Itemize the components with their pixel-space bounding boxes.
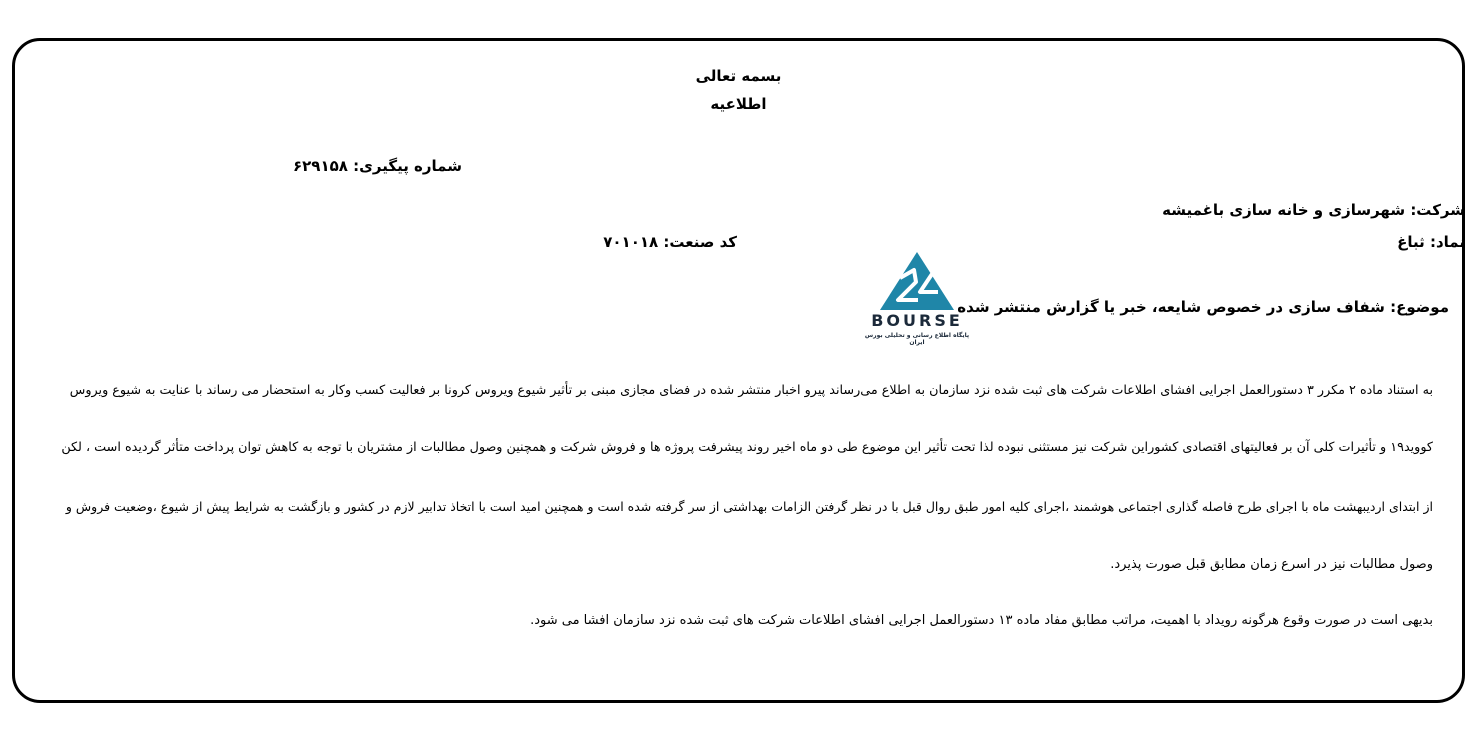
industry-value: ۷۰۱۰۱۸ xyxy=(603,233,659,251)
symbol-label: نماد: xyxy=(1429,233,1465,251)
industry-label: کد صنعت: xyxy=(663,233,737,251)
body-line-1: به استناد ماده ۲ مکرر ۳ دستورالعمل اجرایی افشای اطلاعات شرکت های ثبت شده نزد سازمان به اطلاع می‌رساند پیرو اخبار منتشر شده در فضای مجازی مبنی بر تأثیر شیوع ویروس کرونا بر فعالیت کسب وکار به استحضار می رساند با عنایت به شیوع ویروس xyxy=(69,383,1433,398)
logo-wordmark: BOURSE xyxy=(871,311,963,330)
industry-code-field xyxy=(603,233,737,251)
bourse-24-logo-icon xyxy=(858,248,976,312)
subject-label: موضوع: xyxy=(1390,298,1449,316)
subject-value: شفاف سازی در خصوص شایعه، خبر یا گزارش منتشر شده xyxy=(957,298,1385,316)
body-line-2: کووید۱۹ و تأثیرات کلی آن بر فعالیتهای اقتصادی کشوراین شرکت نیز مستثنی نبوده لذا تحت تأثیر این موضوع طی دو ماه اخیر روند پیشرفت پروژه ها و فروش شرکت و همچنین وصول مطالبات از مشتریان با توجه به کاهش توان پرداخت متأثر گردیده است ، لکن xyxy=(61,440,1433,455)
bourse-logo xyxy=(858,248,976,344)
company-value: شهرسازی و خانه سازی باغمیشه xyxy=(1162,201,1406,219)
company-field xyxy=(1162,201,1465,219)
body-line-4: وصول مطالبات نیز در اسرع زمان مطابق قبل صورت پذیرد. xyxy=(1110,557,1433,572)
tracking-label: شماره پیگیری: xyxy=(353,157,462,175)
tracking-number xyxy=(293,157,462,175)
symbol-field xyxy=(1397,233,1465,251)
tracking-value: ۶۲۹۱۵۸ xyxy=(292,157,348,175)
closing-paragraph: بدیهی است در صورت وقوع هرگونه رویداد با اهمیت، مراتب مطابق مفاد ماده ۱۳ دستورالعمل اجرایی افشای اطلاعات شرکت های ثبت شده نزد سازمان افشا می شود. xyxy=(530,613,1433,628)
invocation-heading: بسمه تعالی xyxy=(695,67,782,85)
logo-caption: پایگاه اطلاع رسانی و تحلیلی بورس ایران xyxy=(864,332,970,346)
announcement-frame xyxy=(12,38,1465,703)
symbol-value: ثباغ xyxy=(1397,233,1425,251)
page-title: اطلاعیه xyxy=(710,95,767,113)
subject-field xyxy=(957,298,1449,316)
body-line-3: از ابتدای اردیبهشت ماه با اجرای طرح فاصله گذاری اجتماعی هوشمند ،اجرای کلیه امور طبق روال قبل با در نظر گرفتن الزامات بهداشتی از سر گرفته شده است و همچنین امید است با اتخاذ تدابیر لازم در کشور و بازگشت به شرایط پیش از شیوع ،وضعیت فروش و xyxy=(65,499,1433,514)
company-label: شرکت: xyxy=(1410,201,1465,219)
